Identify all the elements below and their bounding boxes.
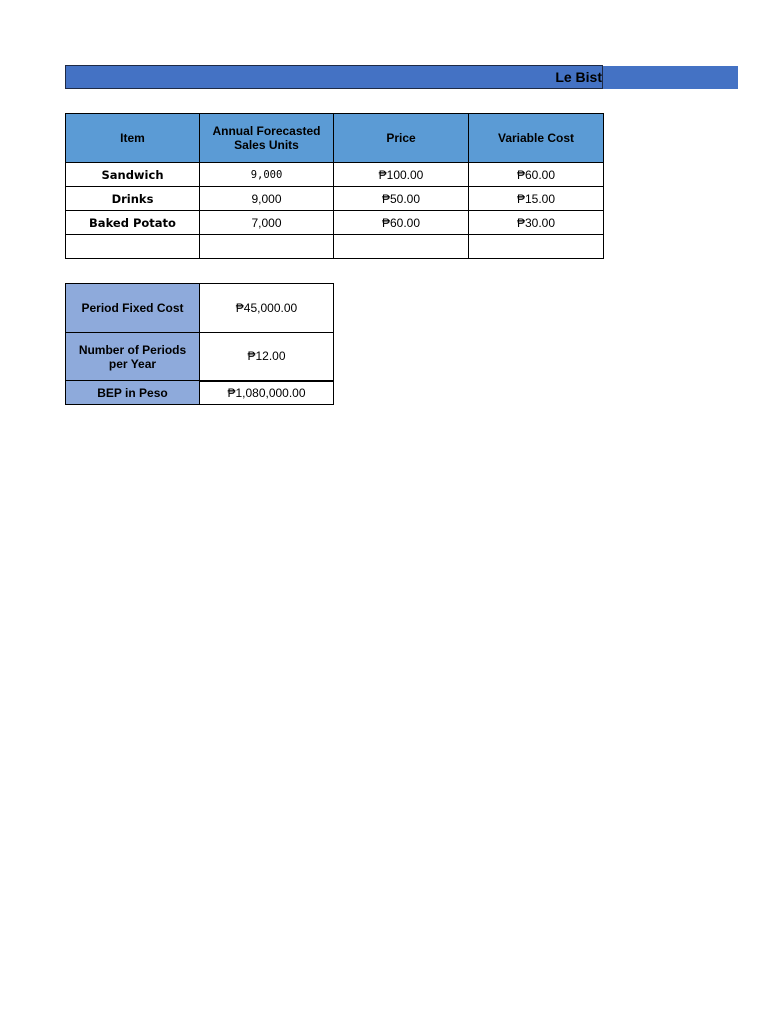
column-header-variable-cost[interactable]: Variable Cost [469, 114, 604, 163]
table-row [66, 163, 604, 187]
column-header-units[interactable]: Annual Forecasted Sales Units [200, 114, 334, 163]
item-cell[interactable]: Baked Potato [66, 211, 200, 235]
bep-value[interactable]: ₱1,080,000.00 [200, 381, 334, 405]
item-cell[interactable]: Sandwich [66, 163, 200, 187]
variable-cost-cell[interactable]: ₱15.00 [469, 187, 604, 211]
periods-per-year-value[interactable]: ₱12.00 [200, 333, 334, 381]
price-cell[interactable]: ₱60.00 [334, 211, 469, 235]
title-bar-extension [603, 66, 738, 89]
price-cell[interactable]: ₱100.00 [334, 163, 469, 187]
summary-row [66, 284, 334, 333]
table-header-row [66, 114, 604, 163]
variable-cost-cell[interactable]: ₱60.00 [469, 163, 604, 187]
units-cell[interactable] [200, 235, 334, 259]
price-cell[interactable] [334, 235, 469, 259]
units-cell[interactable]: 7,000 [200, 211, 334, 235]
column-header-item[interactable]: Item [66, 114, 200, 163]
units-cell[interactable]: 9,000 [200, 187, 334, 211]
sheet-title: Le Bist [555, 69, 602, 85]
item-cell[interactable] [66, 235, 200, 259]
variable-cost-cell[interactable]: ₱30.00 [469, 211, 604, 235]
summary-row [66, 381, 334, 405]
break-even-summary-table [65, 283, 334, 405]
summary-row [66, 333, 334, 381]
bep-label: BEP in Peso [66, 381, 200, 405]
column-header-price[interactable]: Price [334, 114, 469, 163]
units-cell[interactable]: 9,000 [200, 163, 334, 187]
price-cell[interactable]: ₱50.00 [334, 187, 469, 211]
period-fixed-cost-value[interactable]: ₱45,000.00 [200, 284, 334, 333]
table-row [66, 235, 604, 259]
item-cell[interactable]: Drinks [66, 187, 200, 211]
table-row [66, 211, 604, 235]
table-row [66, 187, 604, 211]
period-fixed-cost-label: Period Fixed Cost [66, 284, 200, 333]
variable-cost-cell[interactable] [469, 235, 604, 259]
sales-forecast-table [65, 113, 604, 259]
periods-per-year-label: Number of Periods per Year [66, 333, 200, 381]
